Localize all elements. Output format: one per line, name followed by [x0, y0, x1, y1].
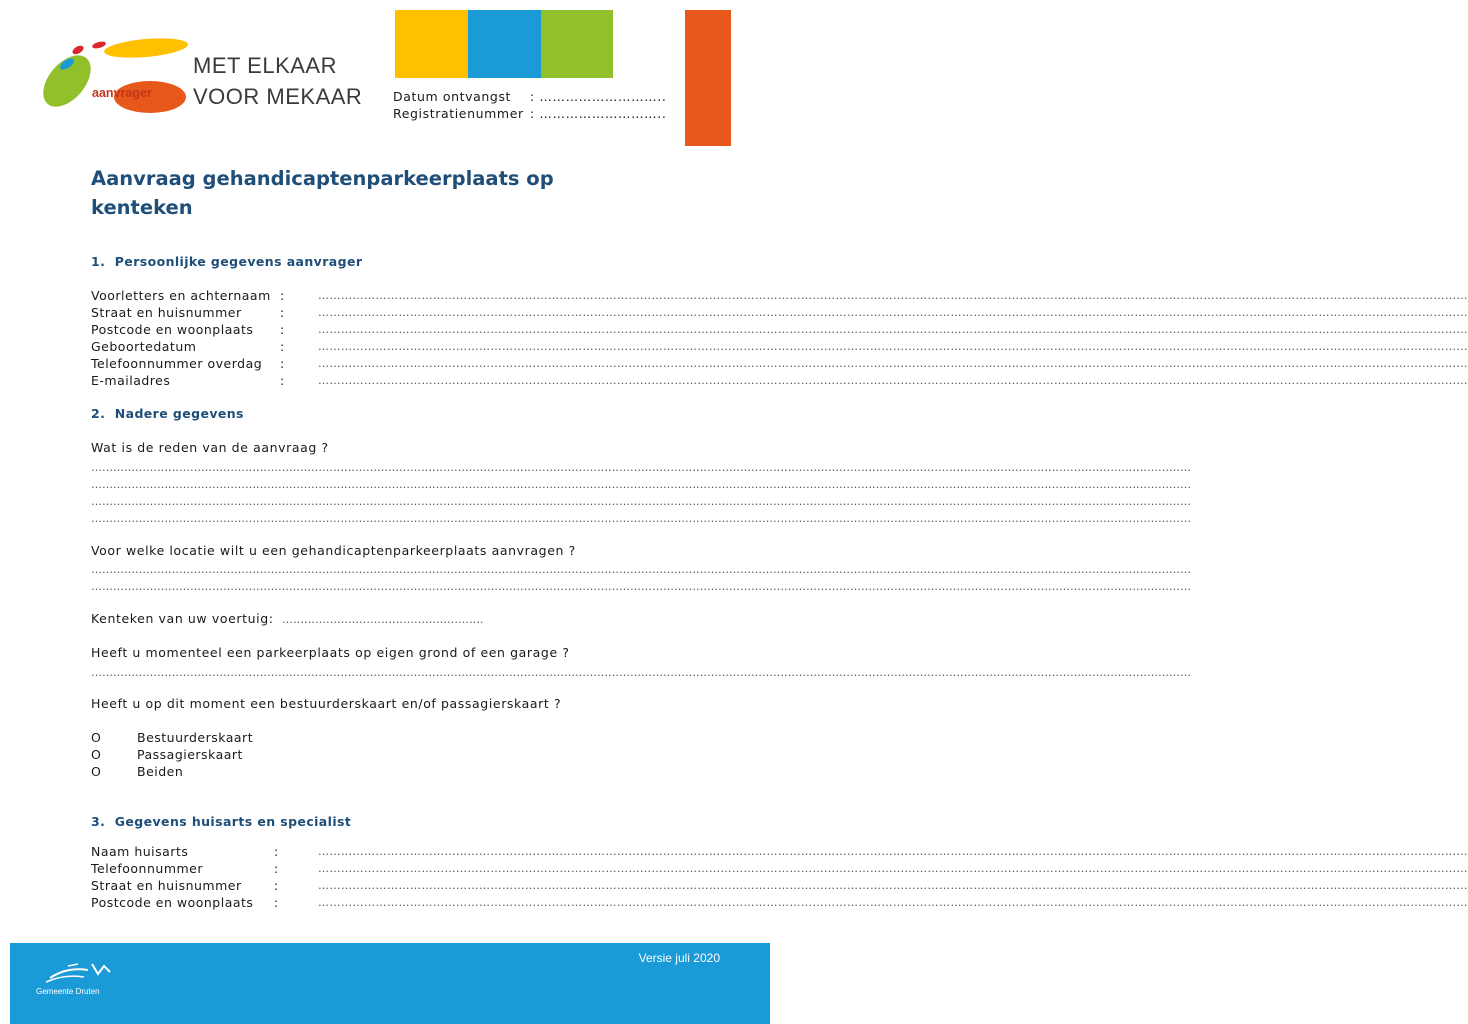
version-label: Versie juli 2020 [638, 951, 720, 965]
field-colon: : [280, 322, 285, 337]
radio-marker[interactable]: O [91, 764, 102, 779]
logo-line1: MET ELKAAR [193, 53, 337, 78]
field-row [91, 894, 1468, 911]
field-row [91, 355, 1468, 372]
field-colon: : [280, 339, 285, 354]
field-row [91, 338, 1468, 355]
field-colon: : [274, 844, 279, 859]
field-colon: : [280, 288, 285, 303]
reason-input-line[interactable]: ………………………………………………………………………………………………………………………………………………………………………………………………………………………………………………………………………… [91, 478, 1191, 491]
field-label: Telefoonnummer [91, 861, 204, 876]
field-row [91, 321, 1468, 338]
field-label: Postcode en woonplaats [91, 322, 254, 337]
birthdate-input[interactable]: ………………………………………………………………………………………………………………………………………………………………………………………………………………………………………………………………………… [318, 340, 1468, 353]
section1-heading: 1. Persoonlijke gegevens aanvrager [91, 254, 363, 269]
footer-bar [10, 943, 770, 1024]
color-block-blue [468, 10, 541, 78]
registratienummer-value: : ……………………….. [530, 106, 667, 121]
option-label: Beiden [137, 764, 184, 779]
option-label: Passagierskaart [137, 747, 243, 762]
doctor-name-input[interactable]: ………………………………………………………………………………………………………………………………………………………………………………………………………………………………………………………………………… [318, 845, 1468, 858]
option-passagierskaart[interactable] [91, 746, 291, 763]
field-label: Straat en huisnummer [91, 878, 242, 893]
street-input[interactable]: ………………………………………………………………………………………………………………………………………………………………………………………………………………………………………………………………………… [318, 306, 1468, 319]
municipality-logo-icon [44, 960, 114, 986]
municipality-name: Gemeente Druten [36, 987, 100, 996]
datum-ontvangst-label: Datum ontvangst [393, 89, 512, 104]
email-input[interactable]: ………………………………………………………………………………………………………………………………………………………………………………………………………………………………………………………………………… [318, 374, 1468, 387]
field-label: Naam huisarts [91, 844, 189, 859]
question-card: Heeft u op dit moment een bestuurderskaart en/of passagierskaart ? [91, 696, 562, 711]
field-label: Geboortedatum [91, 339, 197, 354]
logo-tag: aanvrager [92, 86, 152, 100]
field-label: Straat en huisnummer [91, 305, 242, 320]
postcode-input[interactable]: ………………………………………………………………………………………………………………………………………………………………………………………………………………………………………………………………………… [318, 323, 1468, 336]
logo-graphic [30, 36, 190, 122]
reason-input-line[interactable]: ………………………………………………………………………………………………………………………………………………………………………………………………………………………………………………………………………… [91, 461, 1191, 474]
field-colon: : [274, 878, 279, 893]
doctor-street-input[interactable]: ………………………………………………………………………………………………………………………………………………………………………………………………………………………………………………………………………… [318, 879, 1468, 892]
field-row [91, 843, 1468, 860]
phone-input[interactable]: ………………………………………………………………………………………………………………………………………………………………………………………………………………………………………………………………………… [318, 357, 1468, 370]
field-colon: : [280, 305, 285, 320]
radio-marker[interactable]: O [91, 730, 102, 745]
field-row [91, 860, 1468, 877]
question-parking: Heeft u momenteel een parkeerplaats op eigen grond of een garage ? [91, 645, 570, 660]
option-beiden[interactable] [91, 763, 291, 780]
field-colon: : [274, 895, 279, 910]
section3-heading: 3. Gegevens huisarts en specialist [91, 814, 352, 829]
question-reason: Wat is de reden van de aanvraag ? [91, 440, 329, 455]
field-colon: : [274, 861, 279, 876]
field-row [91, 287, 1468, 304]
field-row [91, 372, 1468, 389]
reason-input-line[interactable]: ………………………………………………………………………………………………………………………………………………………………………………………………………………………………………………………………………… [91, 512, 1191, 525]
field-label: Telefoonnummer overdag [91, 356, 263, 371]
location-input-line[interactable]: ………………………………………………………………………………………………………………………………………………………………………………………………………………………………………………………………………… [91, 563, 1191, 576]
section2-heading: 2. Nadere gegevens [91, 406, 244, 421]
radio-marker[interactable]: O [91, 747, 102, 762]
color-block-green [541, 10, 613, 78]
parking-input-line[interactable]: ………………………………………………………………………………………………………………………………………………………………………………………………………………………………………………………………………… [91, 666, 1191, 679]
name-input[interactable]: ………………………………………………………………………………………………………………………………………………………………………………………………………………………………………………………………………… [318, 289, 1468, 302]
option-label: Bestuurderskaart [137, 730, 254, 745]
kenteken-input[interactable]: ………………………………………………. [282, 613, 484, 626]
reason-input-line[interactable]: ………………………………………………………………………………………………………………………………………………………………………………………………………………………………………………………………………… [91, 495, 1191, 508]
registratienummer-label: Registratienummer [393, 106, 524, 121]
field-label: E-mailadres [91, 373, 171, 388]
color-block-yellow [395, 10, 468, 78]
field-label: Voorletters en achternaam [91, 288, 271, 303]
field-colon: : [280, 373, 285, 388]
option-bestuurderskaart[interactable] [91, 729, 291, 746]
logo-line2: VOOR MEKAAR [193, 84, 363, 109]
field-colon: : [280, 356, 285, 371]
field-row [91, 304, 1468, 321]
kenteken-label: Kenteken van uw voertuig: [91, 611, 274, 626]
page-title: Aanvraag gehandicaptenparkeerplaats op kenteken [91, 167, 554, 219]
datum-ontvangst-value: : ……………………….. [530, 89, 667, 104]
location-input-line[interactable]: ………………………………………………………………………………………………………………………………………………………………………………………………………………………………………………………………………… [91, 580, 1191, 593]
field-label: Postcode en woonplaats [91, 895, 254, 910]
field-row [91, 877, 1468, 894]
question-location: Voor welke locatie wilt u een gehandicaptenparkeerplaats aanvragen ? [91, 543, 576, 558]
color-block-orange [685, 10, 731, 146]
doctor-phone-input[interactable]: ………………………………………………………………………………………………………………………………………………………………………………………………………………………………………………………………………… [318, 862, 1468, 875]
doctor-postcode-input[interactable]: ………………………………………………………………………………………………………………………………………………………………………………………………………………………………………………………………………… [318, 896, 1468, 909]
